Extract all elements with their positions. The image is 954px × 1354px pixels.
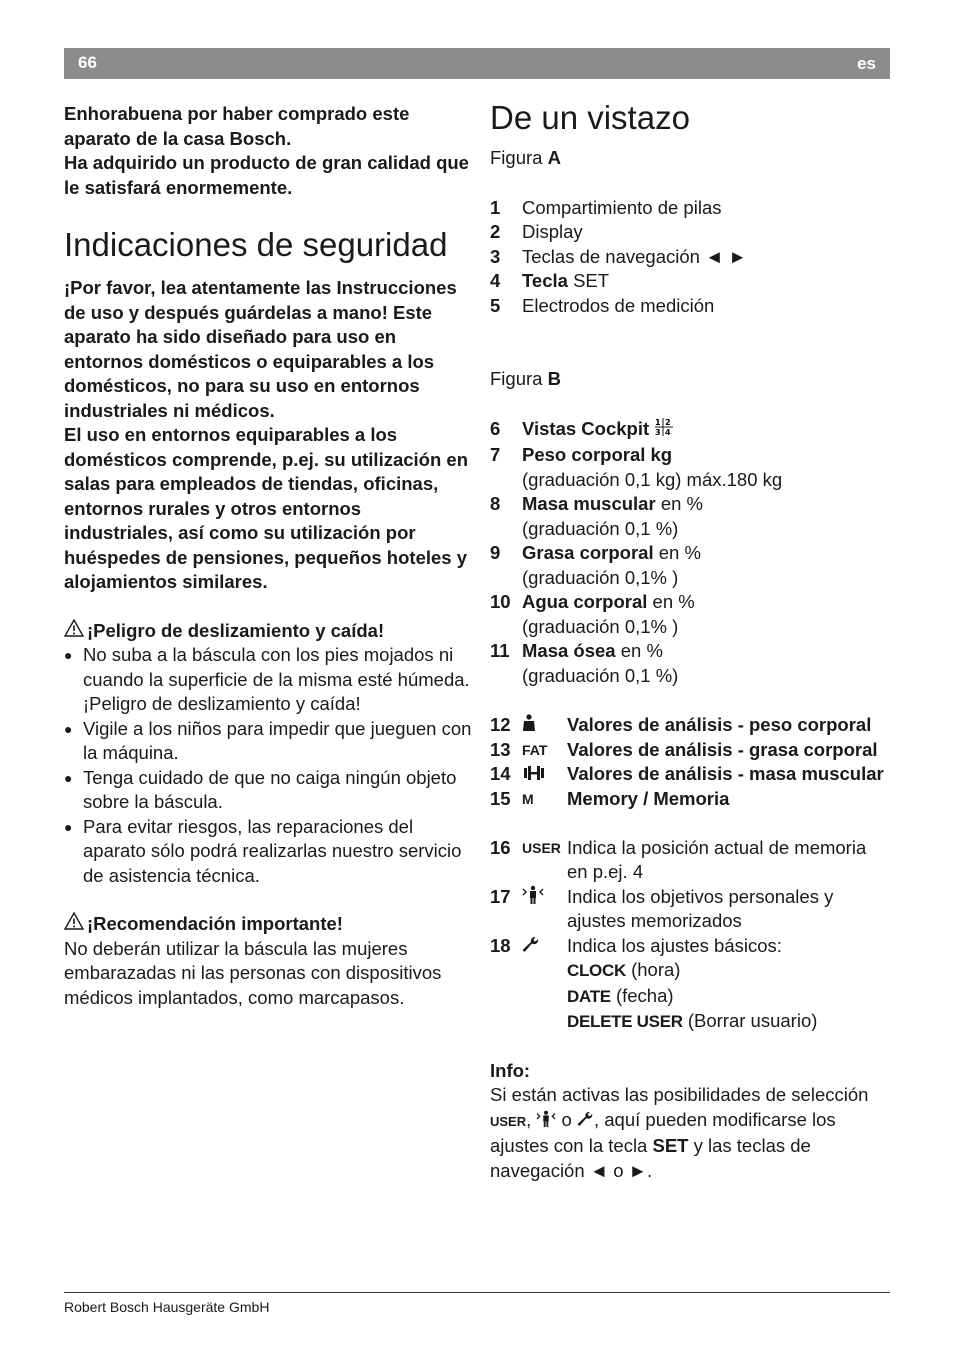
info-title: Info:	[490, 1059, 531, 1081]
svg-text:4: 4	[665, 427, 671, 437]
page-number: 66	[78, 53, 97, 72]
left-column	[64, 102, 474, 1010]
list-item: 9 Grasa corporal en % (graduación 0,1% )	[490, 542, 701, 588]
overview-title: De un vistazo	[490, 99, 690, 136]
intro-line-2: Ha adquirido un producto de gran calidad que le satisfará enormemente.	[64, 152, 469, 198]
list-item: ● Vigile a los niños para impedir que jueguen con la máquina.	[64, 717, 474, 766]
list-item: 7 Peso corporal kg (graduación 0,1 kg) máx.180 kg	[490, 444, 783, 490]
info-text: Si están activas las posibilidades de selección USER, o , aquí pueden modificarse los ajustes con la tecla SET y las teclas de navegación ◄ o ►.	[490, 1084, 869, 1181]
settings-list	[490, 836, 890, 1035]
header-bar	[64, 48, 890, 79]
cockpit-icon	[654, 417, 674, 437]
target-person-icon	[522, 885, 567, 934]
slip-warning-heading	[64, 619, 474, 644]
wrench-icon	[522, 934, 567, 1035]
warning-icon	[64, 912, 87, 937]
recommendation-title: ¡Recomendación importante!	[87, 913, 343, 934]
right-column	[490, 98, 890, 1183]
safety-paragraph-1: ¡Por favor, lea atentamente las Instrucciones de uso y después guárdelas a mano! Este aparato ha sido diseñado para uso en entornos domésticos o equiparables a los domésticos, no para su uso en entornos industriales ni médicos.	[64, 277, 457, 421]
figure-b-label: Figura B	[490, 368, 561, 389]
figure-a-list	[490, 196, 890, 319]
list-item: 18 Indica los ajustes básicos: CLOCK (hora) DATE (fecha) DELETE USER (Borrar usuario)	[490, 934, 890, 1035]
list-item: ● Para evitar riesgos, las reparaciones del aparato sólo podrá realizarlas nuestro servicio de asistencia técnica.	[64, 815, 474, 889]
list-item: 16 USER Indica la posición actual de memoria en p.ej. 4	[490, 836, 890, 885]
list-item: ● Tenga cuidado de que no caiga ningún objeto sobre la báscula.	[64, 766, 474, 815]
intro-line-1: Enhorabuena por haber comprado este aparato de la casa Bosch.	[64, 103, 410, 149]
warning-icon	[64, 619, 87, 644]
recommendation-text: No deberán utilizar la báscula las mujeres embarazadas ni las personas con dispositivos médicos implantados, como marcapasos.	[64, 937, 442, 1008]
safety-paragraph-2: El uso en entornos equiparables a los domésticos comprende, p.ej. su utilización en salas para empleados de tiendas, oficinas, entornos rurales y otros entornos industriales, así como su utilización por huéspedes de pensiones, pequeños hoteles y alojamientos similares.	[64, 424, 469, 592]
list-item: 4 Tecla SET	[490, 270, 610, 291]
figure-a-label: Figura A	[490, 147, 561, 168]
svg-text:3: 3	[655, 427, 661, 437]
dumbbell-icon	[522, 762, 567, 787]
list-item: 2 Display	[490, 221, 583, 242]
footer-divider	[64, 1292, 890, 1293]
wrench-icon	[577, 1109, 594, 1130]
list-item: 15 M Memory / Memoria	[490, 787, 890, 812]
list-item: 17 Indica los objetivos personales y ajustes memorizados	[490, 885, 890, 934]
recommendation-heading	[64, 912, 474, 937]
slip-warning-title: ¡Peligro de deslizamiento y caída!	[87, 619, 385, 641]
memory-icon: M	[522, 790, 534, 807]
list-item: 10 Agua corporal en % (graduación 0,1% )	[490, 591, 695, 637]
footer-company: Robert Bosch Hausgeräte GmbH	[64, 1299, 270, 1315]
svg-text:2: 2	[665, 417, 671, 427]
list-item: 11 Masa ósea en % (graduación 0,1 %)	[490, 640, 679, 686]
safety-title: Indicaciones de seguridad	[64, 226, 448, 263]
language-code: es	[857, 54, 876, 73]
weight-icon	[522, 713, 567, 738]
info-section	[490, 1059, 890, 1184]
list-item: 8 Masa muscular en % (graduación 0,1 %)	[490, 493, 703, 539]
list-item: 1 Compartimiento de pilas	[490, 196, 722, 218]
svg-text:1: 1	[655, 417, 661, 427]
list-item: ● No suba a la báscula con los pies mojados ni cuando la superficie de la misma esté húmeda. ¡Peligro de deslizamiento y caída!	[64, 643, 474, 717]
list-item: 12 Valores de análisis - peso corporal	[490, 713, 890, 738]
fat-icon: FAT	[522, 741, 548, 758]
list-item: 14 Valores de análisis - masa muscular	[490, 762, 890, 787]
user-icon: USER	[522, 839, 561, 856]
list-item: 5 Electrodos de medición	[490, 294, 715, 316]
safety-bullet-list	[64, 643, 474, 888]
target-person-icon	[536, 1109, 556, 1130]
analysis-values-list	[490, 713, 890, 811]
figure-b-list	[490, 417, 890, 689]
user-icon: USER	[490, 1113, 527, 1129]
list-item: 6 Vistas Cockpit 1 2 3 4	[490, 417, 890, 444]
list-item: 3 Teclas de navegación ◄ ►	[490, 245, 747, 267]
list-item: 13 FAT Valores de análisis - grasa corporal	[490, 738, 890, 763]
